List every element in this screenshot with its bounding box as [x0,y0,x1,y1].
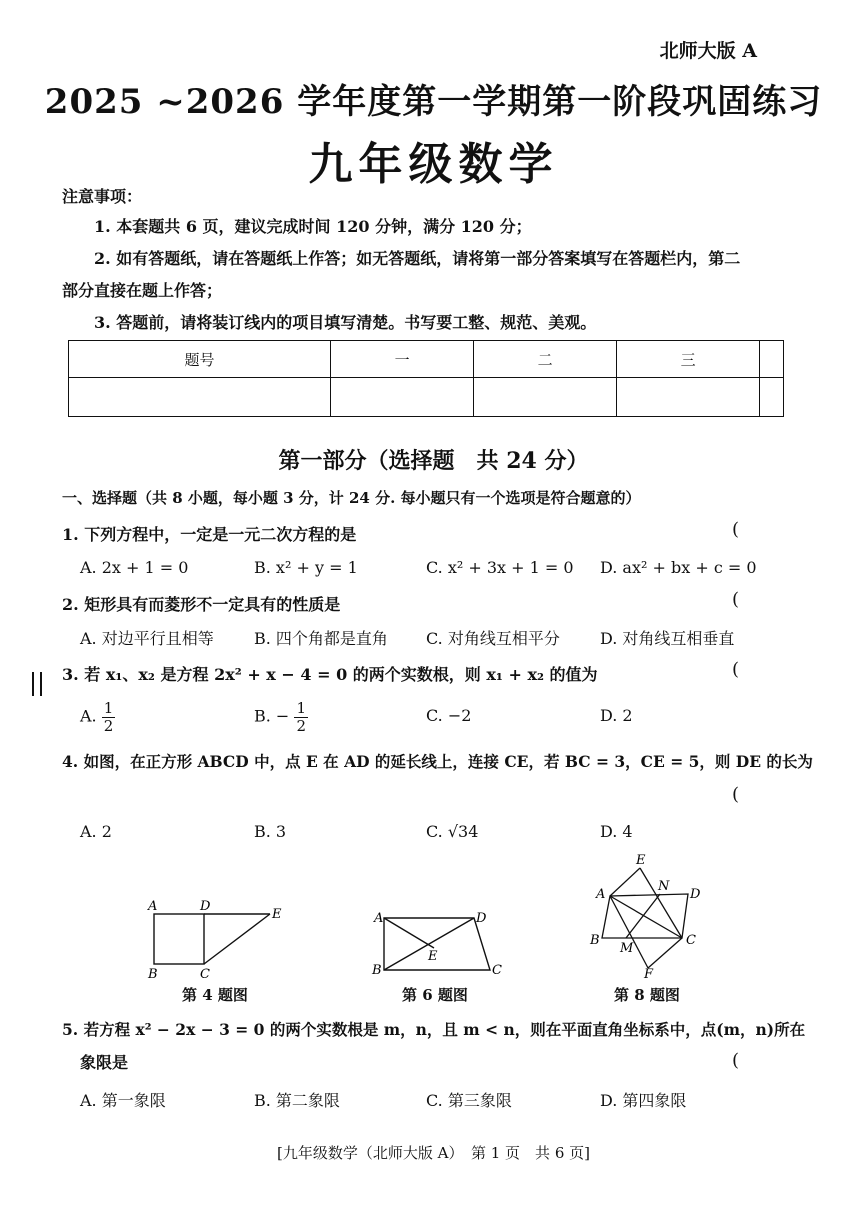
part1-title: 第一部分（选择题 共 24 分） [278,448,589,474]
fig8-label-n: N [658,879,670,894]
notice-heading: 注意事项： [62,187,143,206]
fig4-label-c: C [200,967,210,982]
score-header-cell: 三 [617,341,760,378]
q2-option-a[interactable]: A. 对边平行且相等 [80,629,214,648]
fig4-segment-ce [204,914,270,964]
q4-option-a[interactable]: A. 2 [80,822,112,841]
q5-stem-continued: 象限是 [80,1053,129,1072]
score-table-score-row [69,378,784,417]
fraction-denominator: 2 [296,716,306,735]
q2-option-d[interactable]: D. 对角线互相垂直 [600,629,735,648]
fig6-label-c: C [492,963,502,978]
notice-item: 2. 如有答题纸，请在答题纸上作答；如无答题纸，请将第一部分答案填写在答题栏内，第二 [94,249,741,268]
figure-4 [140,896,300,986]
fig8-segment-ae [610,868,640,896]
q3-option-b-fraction [294,700,308,734]
score-header-cell: 二 [474,341,617,378]
fig6-label-d: D [476,911,487,926]
section-heading: 一、选择题（共 8 小题，每小题 3 分，计 24 分. 每小题只有一个选项是符合题意的） [62,489,641,507]
fig8-segment-mn [626,894,660,938]
q3-option-d[interactable]: D. 2 [600,706,633,725]
notice-item: 部分直接在题上作答； [62,281,223,300]
score-header-cell: 一 [331,341,474,378]
q3-stem: 3. 若 x₁、x₂ 是方程 2x² + x − 4 = 0 的两个实数根，则 x₁ + x₂ 的值为 [62,665,598,684]
fig8-label-d: D [690,887,701,902]
fig4-label-a: A [148,899,158,914]
q3-option-b[interactable] [254,700,308,734]
fig6-segment-ae [384,918,434,948]
q5-option-d[interactable]: D. 第四象限 [600,1091,687,1110]
fig4-label-b: B [148,967,158,982]
fig8-segment-fc [648,938,682,968]
q4-option-c[interactable]: C. √34 [426,822,479,841]
fraction-numerator: 1 [103,699,114,717]
fig8-label-e: E [636,853,646,868]
page-footer: [九年级数学（北师大版 A） 第 1 页 共 6 页] [277,1144,590,1162]
q1-option-b[interactable]: B. x² + y = 1 [254,558,358,577]
q3-option-a-prefix: A. [80,706,97,726]
q3-option-a-fraction [102,700,116,734]
q5-answer-paren[interactable]: ( [732,1050,740,1071]
q2-stem: 2. 矩形具有而菱形不一定具有的性质是 [62,595,341,614]
version-label: 北师大版 A [659,40,757,62]
score-table-header-row [69,341,784,378]
score-header-cell: 题号 [69,341,331,378]
fraction-numerator: 1 [296,699,306,717]
notice-item: 1. 本套题共 6 页，建议完成时间 120 分钟，满分 120 分； [94,217,532,236]
q4-option-d[interactable]: D. 4 [600,822,633,841]
fig8-label-f: F [644,967,654,980]
q1-stem: 1. 下列方程中，一定是一元二次方程的是 [62,525,357,544]
q5-option-a[interactable]: A. 第一象限 [80,1091,166,1110]
binding-line-mark [32,672,42,696]
q1-option-d[interactable]: D. ax² + bx + c = 0 [600,558,757,577]
q2-answer-paren[interactable]: ( [732,589,740,610]
fig6-caption: 第 6 题图 [402,986,468,1004]
q3-option-a[interactable] [80,700,115,734]
fig8-label-a: A [596,887,606,902]
score-cell[interactable] [474,378,617,417]
score-cell[interactable] [617,378,760,417]
fig8-label-b: B [590,933,600,948]
q3-answer-paren[interactable]: ( [732,659,740,680]
subject-title: 九年级数学 [308,139,559,190]
q2-option-b[interactable]: B. 四个角都是直角 [254,629,388,648]
figure-8 [586,852,716,980]
q5-option-c[interactable]: C. 第三象限 [426,1091,512,1110]
q1-option-a[interactable]: A. 2x + 1 = 0 [80,558,189,577]
fig4-label-d: D [200,899,211,914]
fig8-label-c: C [686,933,696,948]
score-cell[interactable] [69,378,331,417]
score-cell[interactable] [760,378,784,417]
q3-option-c[interactable]: C. −2 [426,706,472,725]
fraction-denominator: 2 [103,716,114,735]
q5-option-b[interactable]: B. 第二象限 [254,1091,340,1110]
score-table [68,340,784,417]
figure-6 [368,904,508,986]
fig4-square [154,914,204,964]
notice-item: 3. 答题前，请将装订线内的项目填写清楚。书写要工整、规范、美观。 [94,313,597,332]
score-cell[interactable] [331,378,474,417]
q3-option-b-prefix: B. − [254,706,290,726]
exam-title: 2025 ~2026 学年度第一学期第一阶段巩固练习 [44,82,823,122]
fig6-label-b: B [372,963,382,978]
q5-stem: 5. 若方程 x² − 2x − 3 = 0 的两个实数根是 m，n，且 m < n，则在平面直角坐标系中，点(m，n)所在 [62,1020,806,1039]
q1-option-c[interactable]: C. x² + 3x + 1 = 0 [426,558,574,577]
q1-answer-paren[interactable]: ( [732,519,740,540]
fig8-label-m: M [620,941,634,956]
q4-answer-paren[interactable]: ( [732,784,740,805]
score-header-cell [760,341,784,378]
fig4-caption: 第 4 题图 [182,986,248,1004]
fig6-label-e: E [428,949,438,964]
fig8-caption: 第 8 题图 [614,986,680,1004]
fig4-label-e: E [272,907,282,922]
q2-option-c[interactable]: C. 对角线互相平分 [426,629,560,648]
q4-stem: 4. 如图，在正方形 ABCD 中，点 E 在 AD 的延长线上，连接 CE，若 BC = 3，CE = 5，则 DE 的长为 [62,752,813,771]
q4-option-b[interactable]: B. 3 [254,822,287,841]
fig6-label-a: A [374,911,384,926]
